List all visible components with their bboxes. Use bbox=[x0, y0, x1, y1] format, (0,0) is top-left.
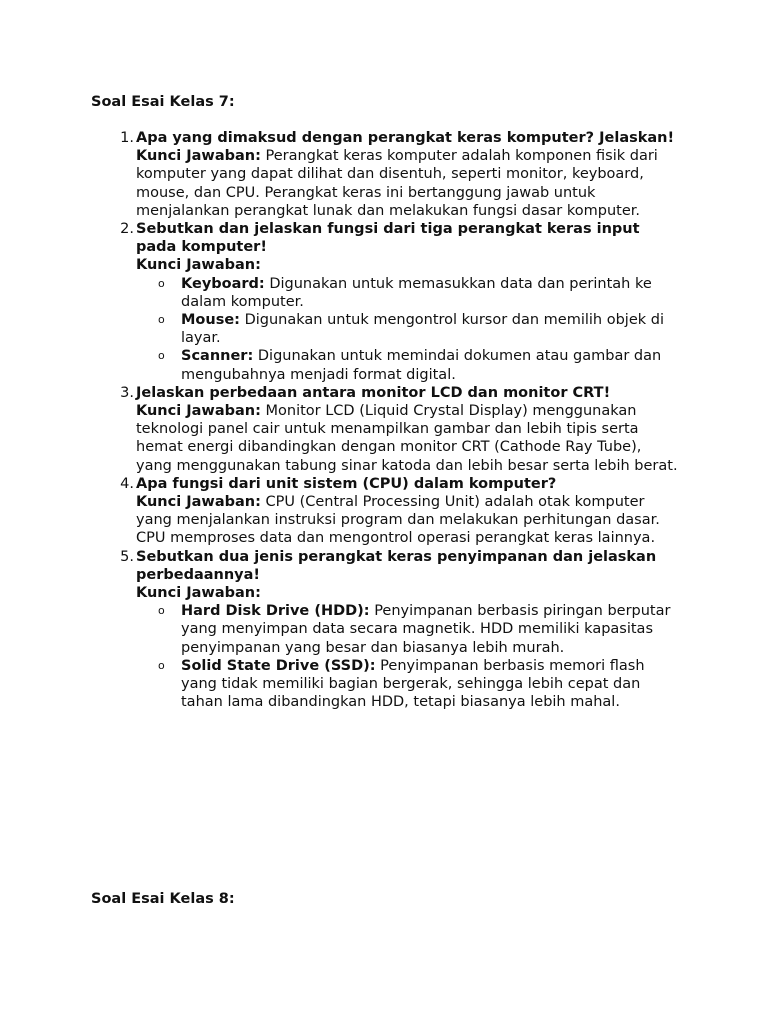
question-number: 2. bbox=[120, 221, 134, 238]
question-number: 5. bbox=[120, 548, 134, 565]
question-text: Apa fungsi dari unit sistem (CPU) dalam komputer? bbox=[136, 475, 557, 492]
answer-block bbox=[136, 147, 681, 220]
question-text: Sebutkan dua jenis perangkat keras penyimpanan dan jelaskan perbedaannya! bbox=[136, 548, 657, 583]
answer-sub-list bbox=[136, 602, 681, 711]
list-item bbox=[158, 602, 681, 657]
question-item-4 bbox=[120, 475, 681, 548]
section-title-kelas-7: Soal Esai Kelas 7: bbox=[91, 94, 235, 110]
bullet-icon: o bbox=[158, 604, 165, 618]
item-description: Penyimpanan berbasis memori flash yang tidak memiliki bagian bergerak, sehingga lebih cepat dan tahan lama dibandingkan HDD, tetapi biasanya lebih mahal. bbox=[181, 657, 645, 711]
item-term: Mouse: bbox=[181, 312, 240, 329]
list-item bbox=[158, 347, 681, 383]
item-description: Digunakan untuk memindai dokumen atau gambar dan mengubahnya menjadi format digital. bbox=[181, 348, 662, 383]
answer-text: Perangkat keras komputer adalah komponen fisik dari komputer yang dapat dilihat dan disentuh, seperti monitor, keyboard, mouse, dan CPU. Perangkat keras ini bertanggung jawab untuk menjalankan perangkat lunak dan melakukan fungsi dasar komputer. bbox=[136, 148, 658, 219]
list-item bbox=[158, 657, 681, 712]
answer-text: Monitor LCD (Liquid Crystal Display) menggunakan teknologi panel cair untuk menampilkan gambar dan lebih tipis serta hemat energi dibandingkan dengan monitor CRT (Cathode Ray Tube), yang menggunakan tabung sinar katoda dan lebih besar serta lebih berat. bbox=[136, 403, 678, 474]
question-list bbox=[120, 129, 681, 712]
list-item bbox=[158, 275, 681, 311]
question-text: Apa yang dimaksud dengan perangkat keras komputer? Jelaskan! bbox=[136, 130, 675, 146]
item-term: Scanner: bbox=[181, 348, 254, 365]
item-description: Digunakan untuk memasukkan data dan perintah ke dalam komputer. bbox=[181, 275, 652, 310]
answer-label: Kunci Jawaban: bbox=[136, 257, 261, 274]
question-item-2 bbox=[120, 220, 681, 384]
item-description: Digunakan untuk mengontrol kursor dan memilih objek di layar. bbox=[181, 312, 664, 347]
item-term: Hard Disk Drive (HDD): bbox=[181, 603, 370, 620]
answer-block bbox=[136, 493, 681, 548]
bullet-icon: o bbox=[158, 349, 165, 363]
answer-label: Kunci Jawaban: bbox=[136, 494, 261, 511]
answer-block bbox=[136, 584, 681, 602]
question-number: 4. bbox=[120, 475, 134, 492]
question-item-5 bbox=[120, 548, 681, 712]
question-number: 1. bbox=[120, 130, 134, 146]
answer-block bbox=[136, 256, 681, 274]
answer-label: Kunci Jawaban: bbox=[136, 585, 261, 602]
bullet-icon: o bbox=[158, 313, 165, 327]
question-number: 3. bbox=[120, 384, 134, 401]
list-item bbox=[158, 311, 681, 347]
question-text: Sebutkan dan jelaskan fungsi dari tiga perangkat keras input pada komputer! bbox=[136, 221, 640, 256]
bullet-icon: o bbox=[158, 276, 165, 290]
question-text: Jelaskan perbedaan antara monitor LCD dan monitor CRT! bbox=[136, 384, 611, 401]
question-item-1 bbox=[120, 129, 681, 220]
question-item-3 bbox=[120, 384, 681, 475]
answer-text: CPU (Central Processing Unit) adalah otak komputer yang menjalankan instruksi program dan melakukan perhitungan dasar. CPU memproses data dan mengontrol operasi perangkat keras lainnya. bbox=[136, 494, 660, 547]
item-description: Penyimpanan berbasis piringan berputar yang menyimpan data secara magnetik. HDD memiliki kapasitas penyimpanan yang besar dan biasanya lebih murah. bbox=[181, 603, 671, 656]
answer-sub-list bbox=[136, 275, 681, 384]
item-term: Keyboard: bbox=[181, 275, 265, 292]
section-title-kelas-8: Soal Esai Kelas 8: bbox=[91, 891, 235, 907]
answer-label: Kunci Jawaban: bbox=[136, 403, 261, 420]
answer-label: Kunci Jawaban: bbox=[136, 148, 261, 165]
item-term: Solid State Drive (SSD): bbox=[181, 657, 376, 674]
bullet-icon: o bbox=[158, 658, 165, 672]
answer-block bbox=[136, 402, 681, 475]
